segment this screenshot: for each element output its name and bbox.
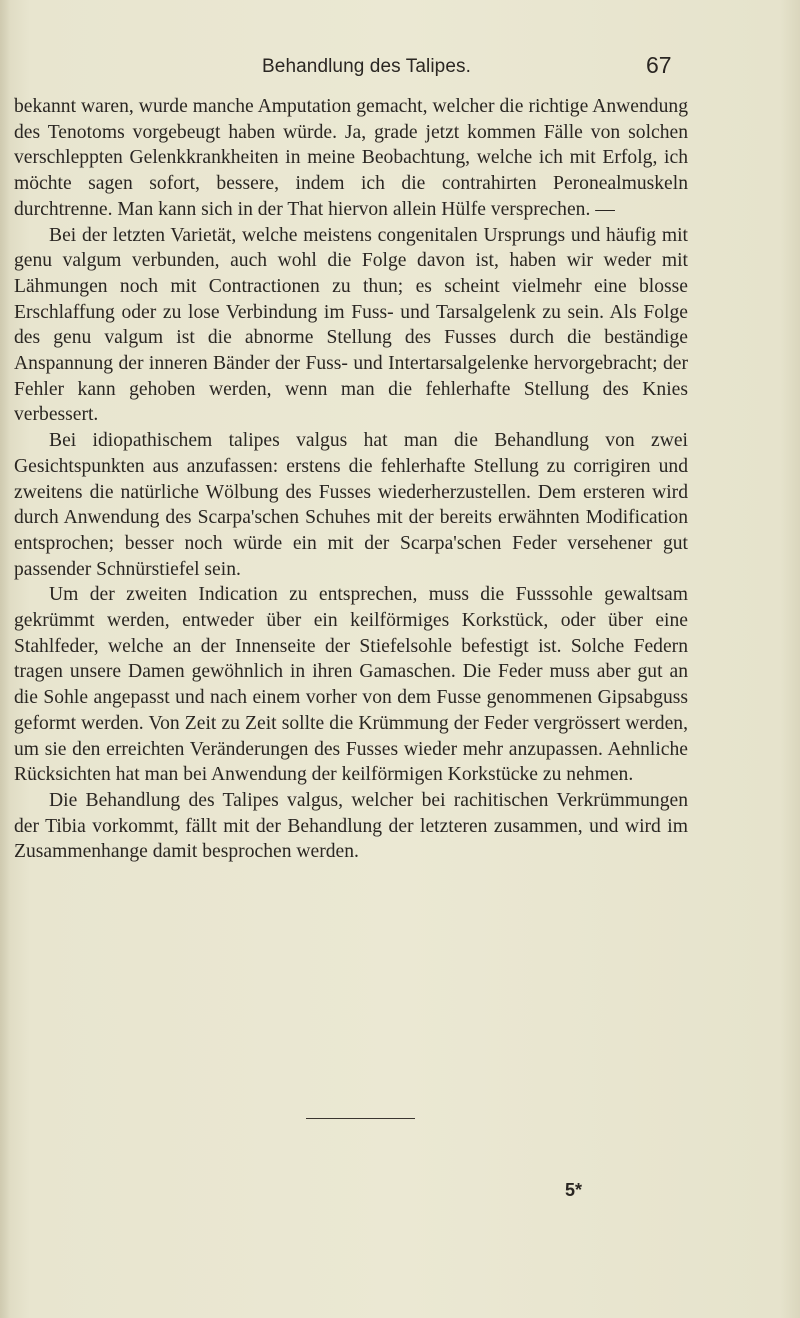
page-number: 67 xyxy=(646,52,672,78)
body-text xyxy=(14,94,688,865)
signature-mark: 5* xyxy=(565,1180,583,1200)
paragraph-last-variety: Bei der letzten Varietät, welche meistens congenitalen Ursprungs und häufig mit genu valgum verbunden, auch wohl die Folge davon ist, haben wir weder mit Lähmungen noch mit Contractionen zu thun; es scheint vielmehr eine blosse Erschlaffung oder zu lose Verbindung im Fuss- und Tarsalgelenk zu sein. Als Folge des genu valgum ist die abnorme Stellung des Fusses durch die beständige Anspannung der inneren Bänder der Fuss- und Intertarsalgelenke hervorgebracht; der Fehler kann gehoben werden, wenn man die fehlerhafte Stellung des Knies verbessert. xyxy=(14,224,688,426)
running-title: Behandlung des Talipes. xyxy=(262,56,471,77)
paragraph-second-indication: Um der zweiten Indication zu entsprechen, muss die Fusssohle gewaltsam gekrümmt werden, entweder über ein keilförmiges Korkstück, oder über eine Stahlfeder, welche an der Innenseite der Stiefelsohle befestigt ist. Solche Federn tragen unsere Damen gewöhnlich in ihren Gamaschen. Die Feder muss aber gut an die Sohle angepasst und nach einem vorher von dem Fusse genommenen Gipsabguss geformt werden. Von Zeit zu Zeit sollte die Krümmung der Feder vergrössert werden, um sie den erreichten Veränderungen des Fusses wieder mehr anzupassen. Aehnliche Rücksichten hat man bei Anwendung der keilförmigen Korkstücke zu nehmen. xyxy=(14,584,688,786)
paragraph-idiopathic-treatment: Bei idiopathischem talipes valgus hat man die Behandlung von zwei Gesichtspunkten aus anzufassen: erstens die fehlerhafte Stellung zu corrigiren und zweitens die natürliche Wölbung des Fusses wiederherzustellen. Dem ersteren wird durch Anwendung des Scarpa'schen Schuhes mit der bereits erwähnten Modification entsprochen; besser noch würde ein mit der Scarpa'schen Feder versehener gut passender Schnürstiefel sein. xyxy=(14,430,688,580)
section-divider xyxy=(306,1118,415,1119)
paragraph-rachitic: Die Behandlung des Talipes valgus, welcher bei rachitischen Verkrümmungen der Tibia vorkommt, fällt mit der Behandlung der letzteren zusammen, und wird im Zusammenhange damit besprochen werden. xyxy=(14,789,688,863)
page-header xyxy=(0,52,800,86)
page-gutter-shadow xyxy=(0,0,10,1318)
paragraph-continued: bekannt waren, wurde manche Amputation gemacht, welcher die richtige Anwendung des Tenotoms vorgebeugt haben würde. Ja, grade jetzt kommen Fälle von solchen verschleppten Gelenkkrankheiten in meine Beobachtung, welche ich mit Erfolg, ich möchte sagen sofort, bessere, indem ich die contrahirten Peronealmuskeln durchtrenne. Man kann sich in der That hiervon allein Hülfe versprechen. — xyxy=(14,96,688,220)
